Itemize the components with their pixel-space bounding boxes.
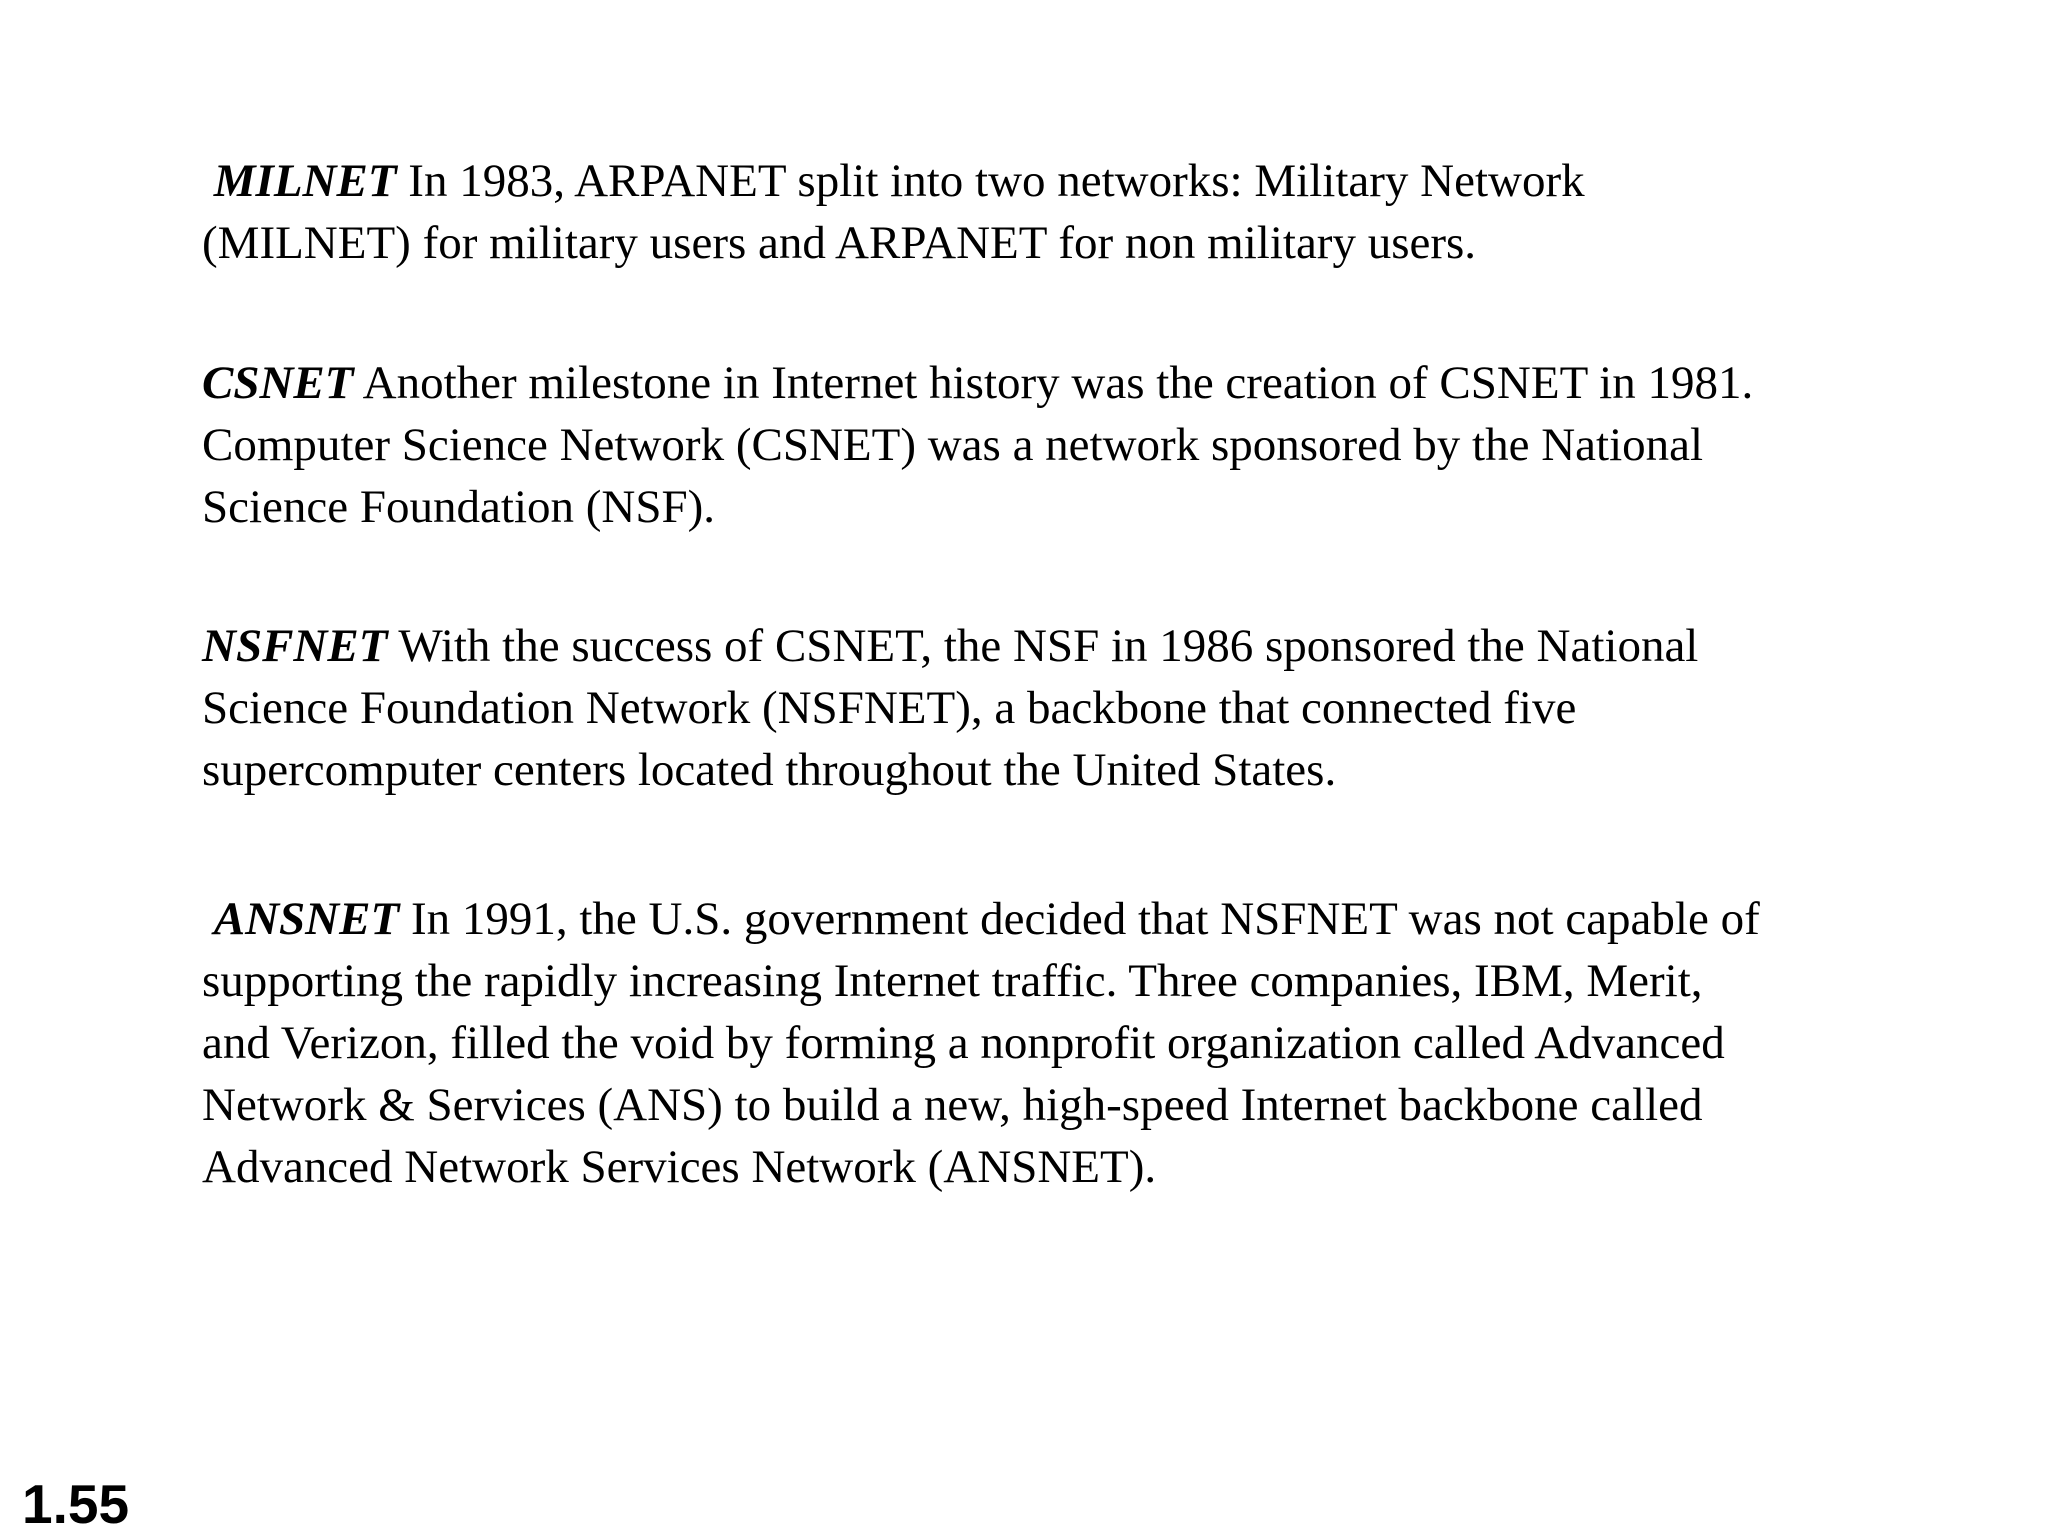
entry-term: NSFNET xyxy=(202,620,388,672)
entry-term: MILNET xyxy=(202,155,397,207)
entry-term: ANSNET xyxy=(202,893,400,945)
entry-text: With the success of CSNET, the NSF in 1986 sponsored the National Science Foundation Network (NSFNET), a backbone that connected five supercomputer centers located throughout the United States. xyxy=(202,620,1699,796)
entry-text: Another milestone in Internet history was the creation of CSNET in 1981. Computer Science Network (CSNET) was a network sponsored by the National Science Foundation (NSF). xyxy=(202,357,1754,533)
entry-text: In 1983, ARPANET split into two networks: Military Network (MILNET) for military users and ARPANET for non military users. xyxy=(202,155,1585,269)
entry-ansnet xyxy=(202,888,1962,1198)
slide-body xyxy=(202,150,1962,1198)
entry-term: CSNET xyxy=(202,357,354,409)
slide-number: 1.55 xyxy=(22,1473,130,1535)
entry-text: In 1991, the U.S. government decided that NSFNET was not capable of supporting the rapidly increasing Internet traffic. Three companies, IBM, Merit, and Verizon, filled the void by forming a nonprofit organization called Advanced Network & Services (ANS) to build a new, high-speed Internet backbone called Advanced Network Services Network (ANSNET). xyxy=(202,893,1760,1193)
entry-csnet xyxy=(202,352,1962,538)
entry-nsfnet xyxy=(202,615,1962,801)
entry-milnet xyxy=(202,150,1962,274)
